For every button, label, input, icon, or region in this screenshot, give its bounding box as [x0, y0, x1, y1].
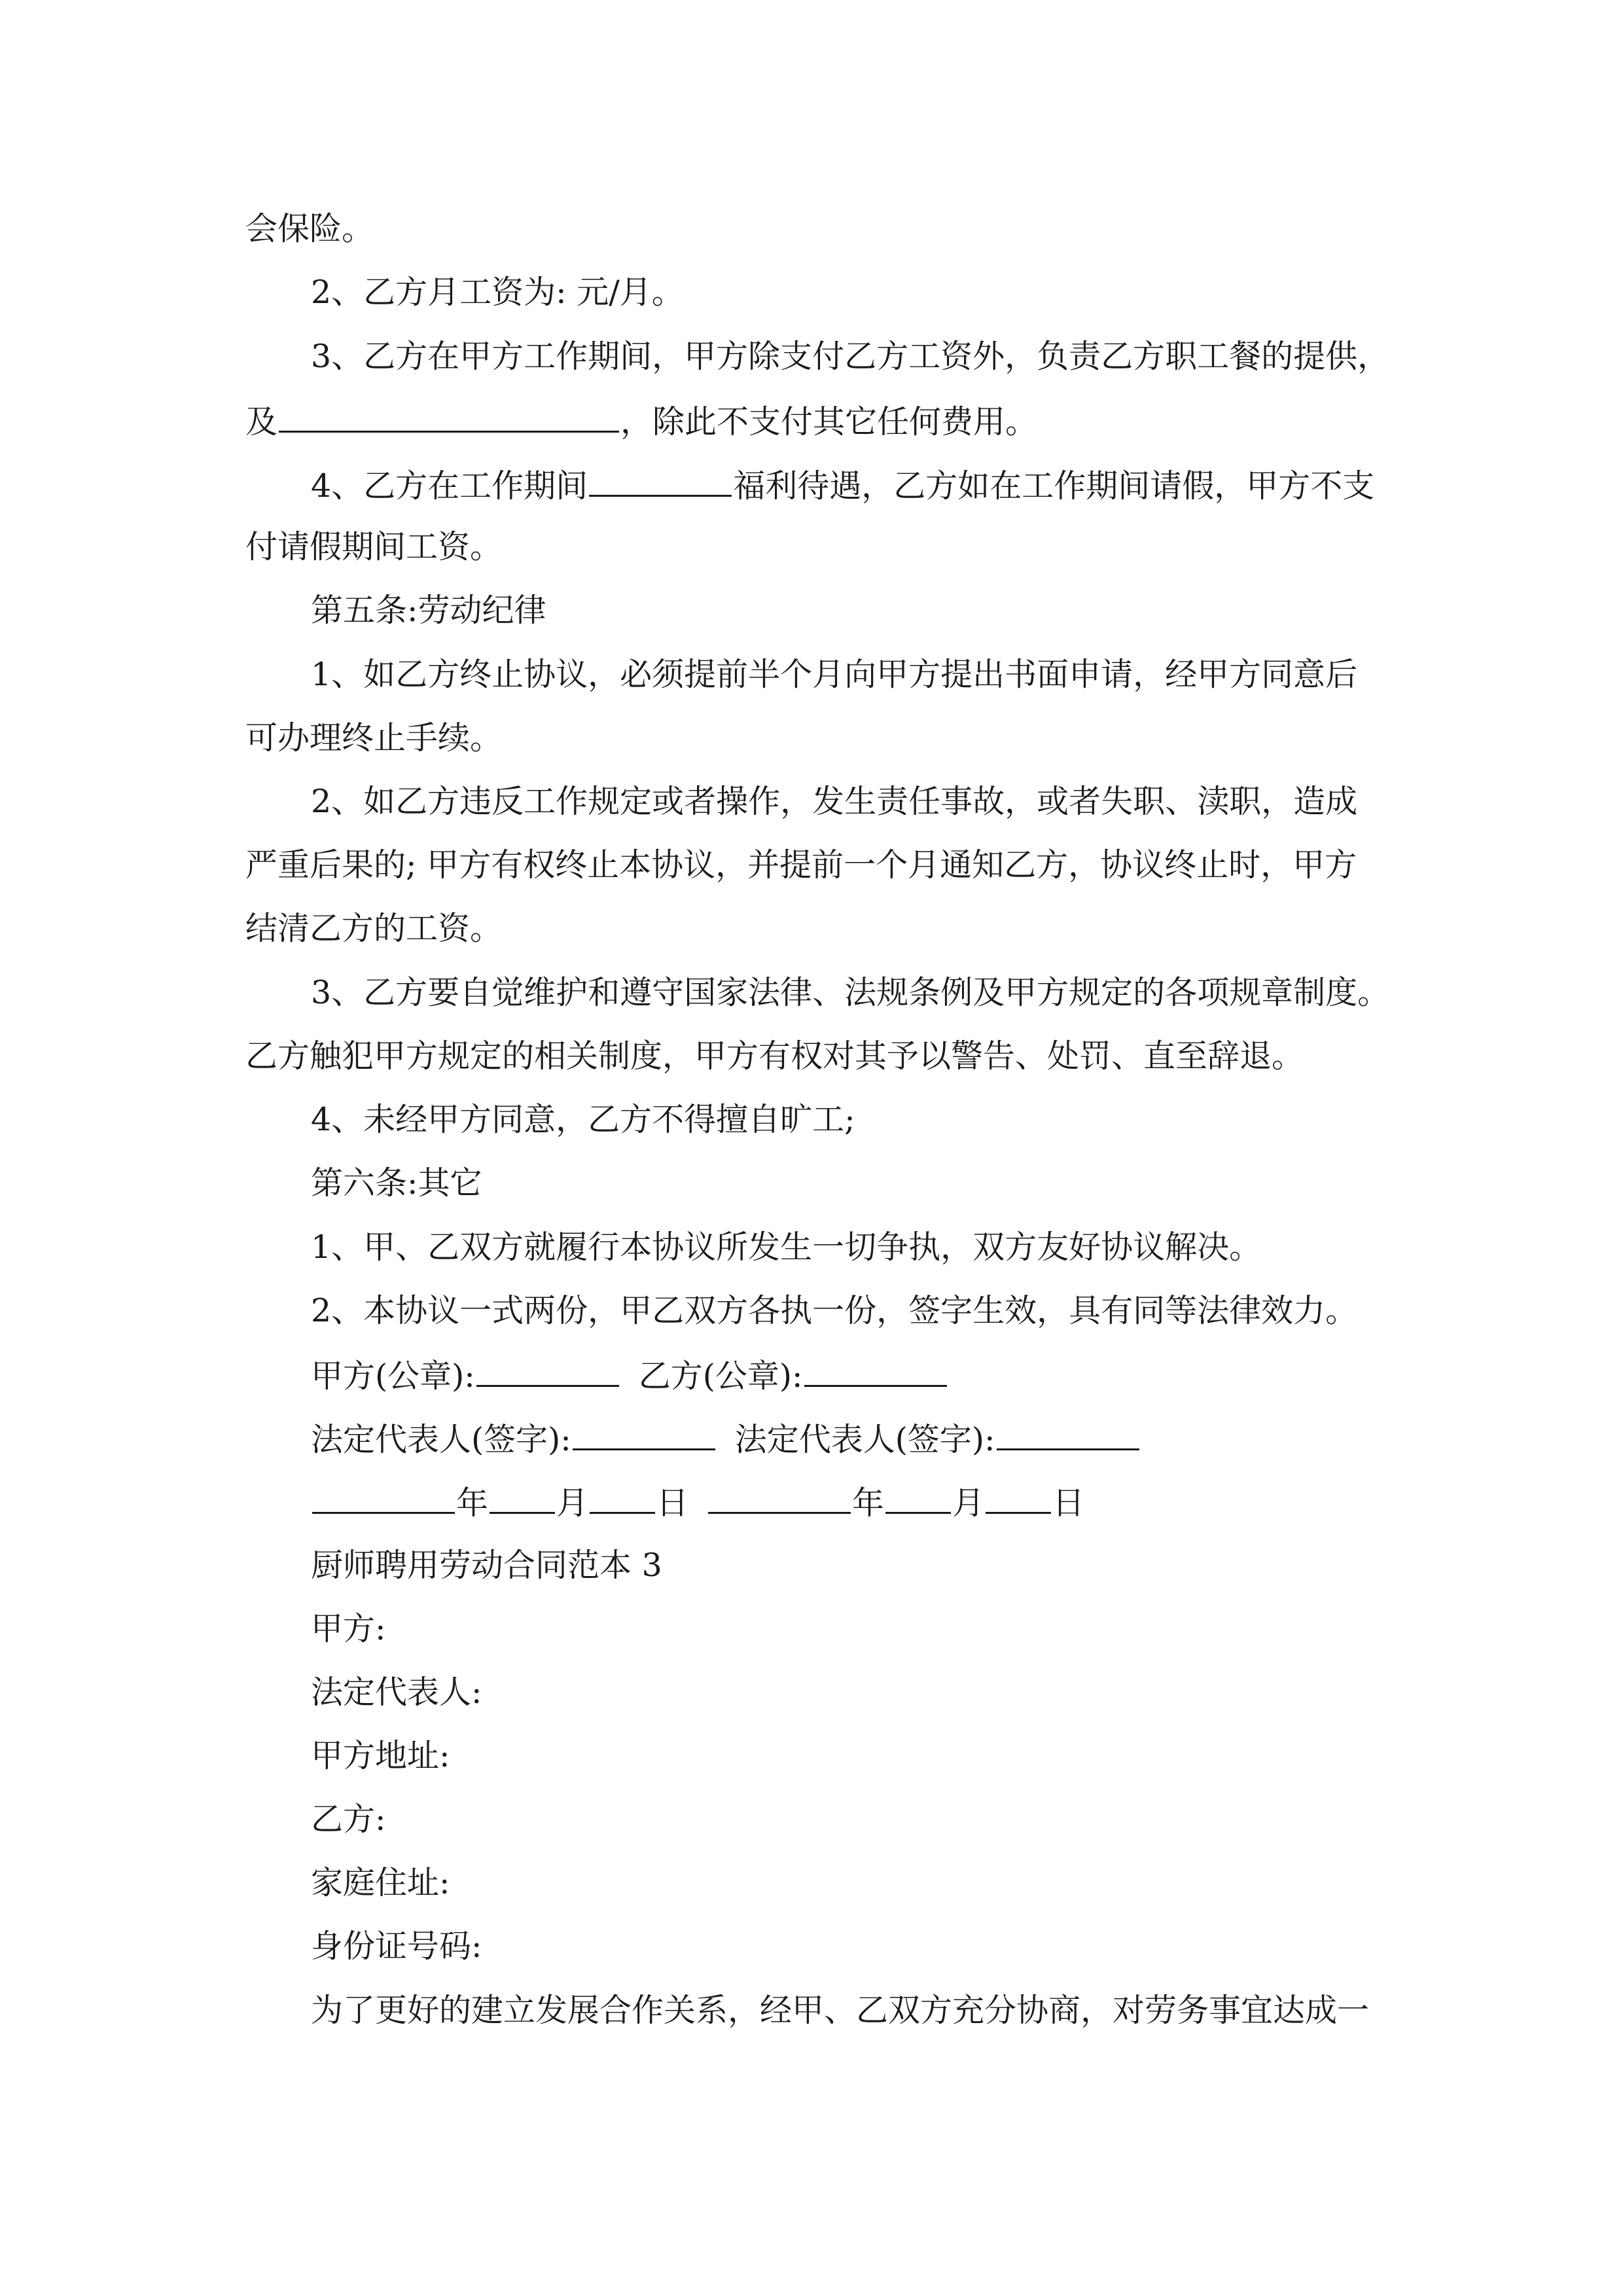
- fill-blank: [708, 1482, 851, 1514]
- month-label: 月: [556, 1484, 589, 1522]
- paragraph-line: 为了更好的建立发展合作关系，经甲、乙双方充分协商，对劳务事宜达成一: [311, 1992, 1370, 2029]
- fill-blank: [573, 1418, 715, 1450]
- paragraph-line: 2、本协议一式两份，甲乙双方各执一份，签字生效，具有同等法律效力。: [311, 1292, 1358, 1329]
- field-label: 乙方:: [311, 1801, 386, 1838]
- fill-blank: [590, 1482, 655, 1514]
- section-heading: 第五条:劳动纪律: [311, 592, 546, 629]
- paragraph-line: 3、乙方在甲方工作期间，甲方除支付乙方工资外，负责乙方职工餐的提供，: [311, 338, 1390, 375]
- day-label: 日: [1052, 1484, 1085, 1522]
- seal-line: [311, 1355, 948, 1396]
- month-label: 月: [952, 1484, 985, 1522]
- fill-blank: [589, 465, 732, 497]
- signature-line: [311, 1418, 1141, 1460]
- salary-clause: 2、乙方月工资为: 元/月。: [311, 274, 684, 311]
- paragraph-line: 1、甲、乙双方就履行本协议所发生一切争执，双方友好协议解决。: [311, 1229, 1262, 1266]
- field-label: 法定代表人:: [311, 1674, 482, 1711]
- party-a-rep-label: 法定代表人(签字):: [311, 1421, 571, 1458]
- paragraph-line: 3、乙方要自觉维护和遵守国家法律、法规条例及甲方规定的各项规章制度。: [311, 974, 1390, 1011]
- field-label: 甲方地址:: [311, 1737, 450, 1774]
- paragraph-line: [245, 401, 1037, 442]
- year-label: 年: [852, 1484, 885, 1522]
- fill-blank: [804, 1355, 947, 1387]
- text-segment: 4、乙方在工作期间: [311, 467, 588, 505]
- paragraph-line: 1、如乙方终止协议，必须提前半个月向甲方提出书面申请，经甲方同意后: [311, 656, 1358, 693]
- paragraph-line: 4、未经甲方同意，乙方不得擅自旷工;: [311, 1101, 855, 1138]
- date-line: [311, 1482, 1084, 1523]
- fill-blank: [986, 1482, 1051, 1514]
- paragraph-line: 2、如乙方违反工作规定或者操作，发生责任事故，或者失职、渎职，造成: [311, 783, 1358, 820]
- fill-blank: [997, 1418, 1139, 1450]
- fill-blank: [279, 401, 619, 433]
- text-segment: 福利待遇，乙方如在工作期间请假，甲方不支: [733, 467, 1375, 505]
- paragraph-line: [311, 465, 1374, 506]
- text-segment: 及: [245, 403, 278, 440]
- fill-blank: [490, 1482, 555, 1514]
- field-label: 身份证号码:: [311, 1928, 482, 1965]
- paragraph-line: 乙方触犯甲方规定的相关制度，甲方有权对其予以警告、处罚、直至辞退。: [245, 1037, 1304, 1075]
- section-heading: 第六条:其它: [311, 1164, 482, 1202]
- paragraph-line: 严重后果的; 甲方有权终止本协议，并提前一个月通知乙方，协议终止时，甲方: [245, 846, 1357, 884]
- fill-blank: [885, 1482, 951, 1514]
- field-label: 家庭住址:: [311, 1864, 450, 1901]
- document-title: 厨师聘用劳动合同范本 3: [311, 1547, 662, 1584]
- text-segment: ，除此不支付其它任何费用。: [620, 403, 1038, 440]
- day-label: 日: [656, 1484, 689, 1522]
- year-label: 年: [456, 1484, 489, 1522]
- fill-blank: [476, 1355, 619, 1387]
- paragraph-line: 会保险。: [245, 210, 374, 247]
- party-a-seal-label: 甲方(公章):: [311, 1357, 475, 1395]
- party-b-rep-label: 法定代表人(签字):: [734, 1421, 995, 1458]
- fill-blank: [312, 1482, 455, 1514]
- party-b-seal-label: 乙方(公章):: [638, 1357, 803, 1395]
- field-label: 甲方:: [311, 1610, 386, 1647]
- paragraph-line: 可办理终止手续。: [245, 719, 503, 757]
- paragraph-line: 付请假期间工资。: [245, 528, 503, 565]
- paragraph-line: 结清乙方的工资。: [245, 910, 503, 947]
